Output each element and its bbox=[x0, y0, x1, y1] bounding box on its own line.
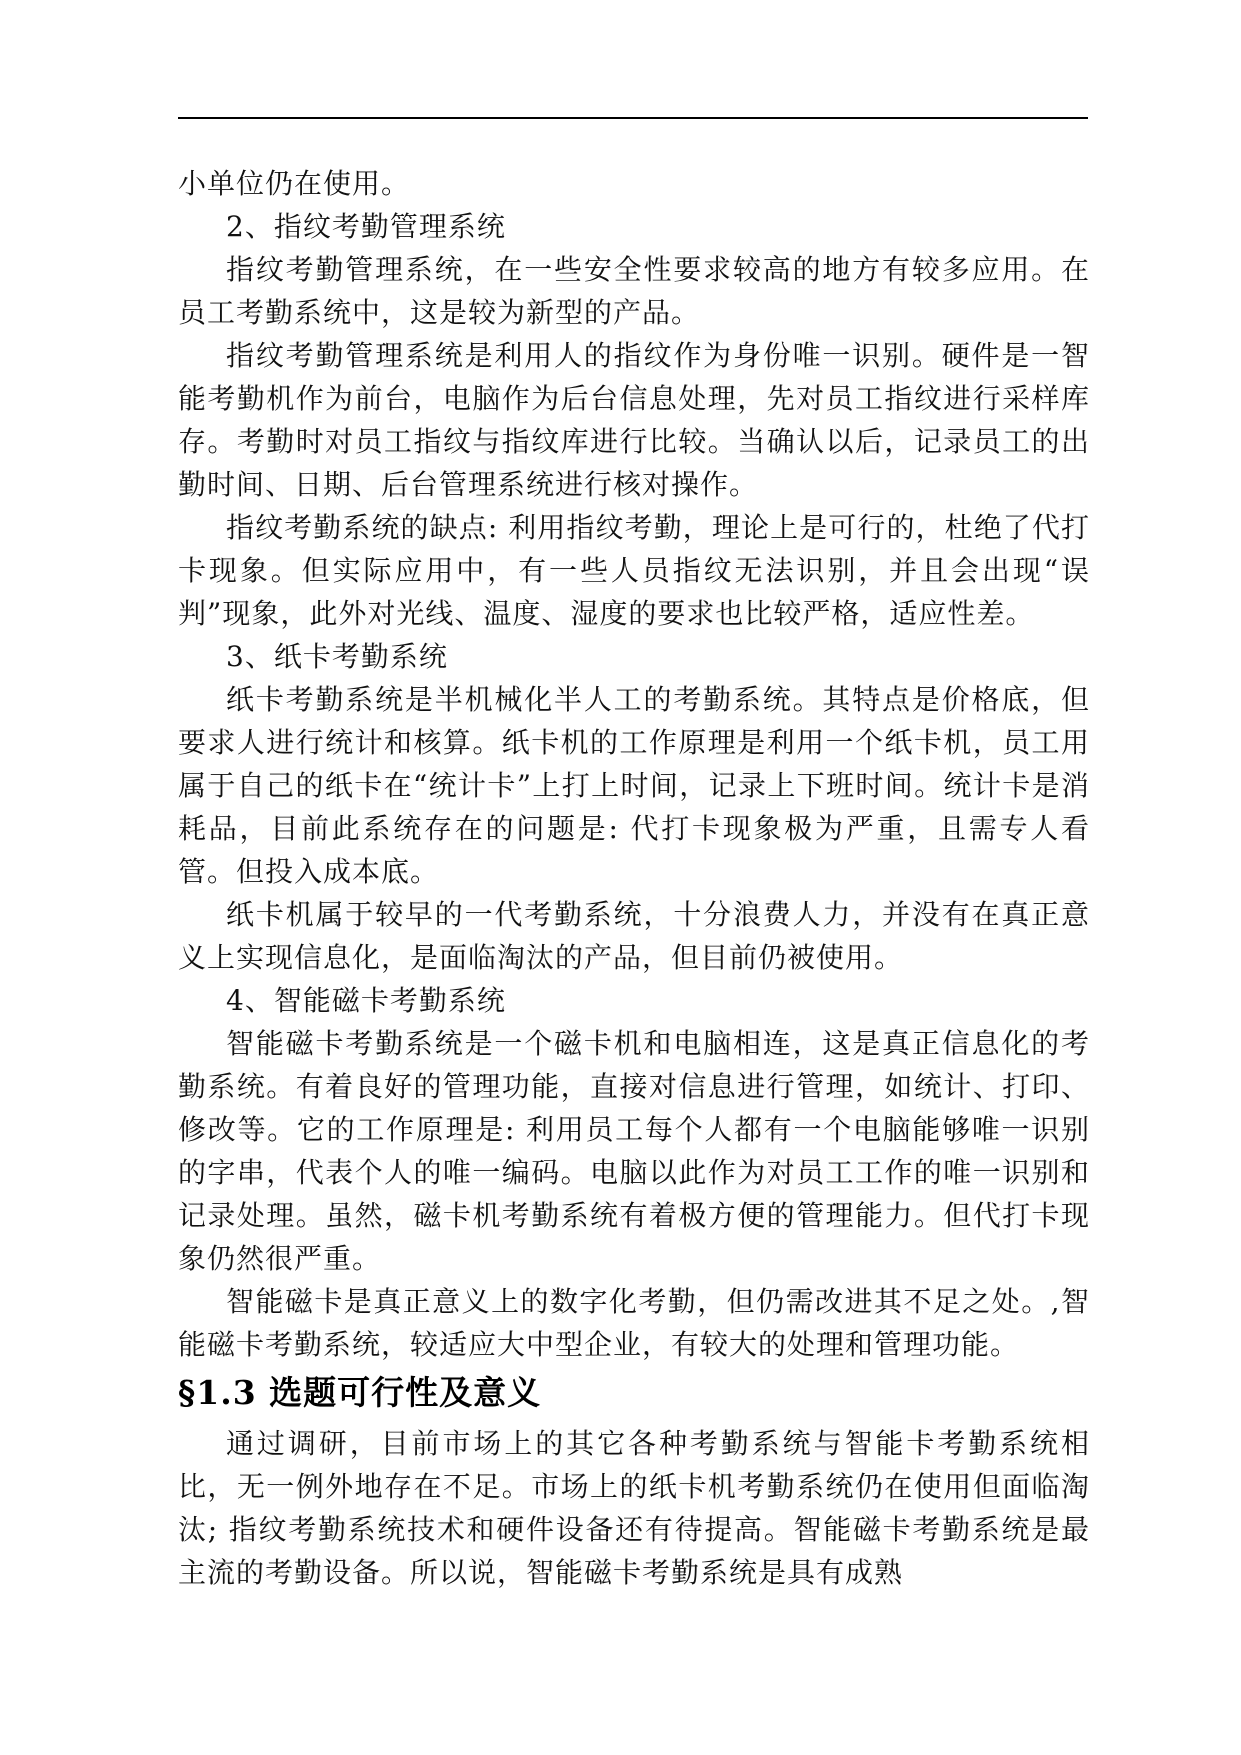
paragraph-magnetic-card-summary: 智能磁卡是真正意义上的数字化考勤，但仍需改进其不足之处。,智能磁卡考勤系统，较适应大中型企业，有较大的处理和管理功能。 bbox=[178, 1285, 1090, 1361]
paragraph-paper-card-summary: 纸卡机属于较早的一代考勤系统，十分浪费人力，并没有在真正意义上实现信息化，是面临淘汰的产品，但目前仍被使用。 bbox=[178, 898, 1090, 974]
section-heading: §1.3 选题可行性及意义 bbox=[178, 1373, 542, 1412]
paragraph-fingerprint-drawbacks: 指纹考勤系统的缺点: 利用指纹考勤，理论上是可行的，杜绝了代打卡现象。但实际应用中，有一些人员指纹无法识别，并且会出现“误判”现象，此外对光线、温度、湿度的要求也比较严格，适应性差。 bbox=[178, 511, 1090, 630]
paragraph-fingerprint-intro: 指纹考勤管理系统，在一些安全性要求较高的地方有较多应用。在员工考勤系统中，这是较为新型的产品。 bbox=[178, 253, 1090, 329]
paragraph-feasibility: 通过调研，目前市场上的其它各种考勤系统与智能卡考勤系统相比，无一例外地存在不足。市场上的纸卡机考勤系统仍在使用但面临淘汰; 指纹考勤系统技术和硬件设备还有待提高。智能磁卡考勤系统是最主流的考勤设备。所以说，智能磁卡考勤系统是具有成熟 bbox=[178, 1427, 1090, 1589]
paragraph-fingerprint-detail: 指纹考勤管理系统是利用人的指纹作为身份唯一识别。硬件是一智能考勤机作为前台，电脑作为后台信息处理，先对员工指纹进行采样库存。考勤时对员工指纹与指纹库进行比较。当确认以后，记录员工的出勤时间、日期、后台管理系统进行核对操作。 bbox=[178, 339, 1090, 501]
list-item-paper-card-system: 3、纸卡考勤系统 bbox=[226, 640, 448, 673]
paragraph-magnetic-card-detail: 智能磁卡考勤系统是一个磁卡机和电脑相连，这是真正信息化的考勤系统。有着良好的管理功能，直接对信息进行管理，如统计、打印、修改等。它的工作原理是: 利用员工每个人都有一个电脑能够唯一识别的字串，代表个人的唯一编码。电脑以此作为对员工工作的唯一识别和记录处理。虽然，磁卡机考勤系统有着极方便的管理能力。但代打卡现象仍然很严重。 bbox=[178, 1027, 1090, 1275]
header-rule bbox=[178, 117, 1088, 119]
paragraph-paper-card-detail: 纸卡考勤系统是半机械化半人工的考勤系统。其特点是价格底，但要求人进行统计和核算。纸卡机的工作原理是利用一个纸卡机，员工用属于自己的纸卡在“统计卡”上打上时间，记录上下班时间。统计卡是消耗品，目前此系统存在的问题是: 代打卡现象极为严重，且需专人看管。但投入成本底。 bbox=[178, 683, 1090, 888]
list-item-magnetic-card-system: 4、智能磁卡考勤系统 bbox=[226, 984, 506, 1017]
document-body bbox=[178, 162, 1090, 1594]
paragraph-continuation: 小单位仍在使用。 bbox=[178, 167, 411, 200]
list-item-fingerprint-system: 2、指纹考勤管理系统 bbox=[226, 210, 506, 243]
